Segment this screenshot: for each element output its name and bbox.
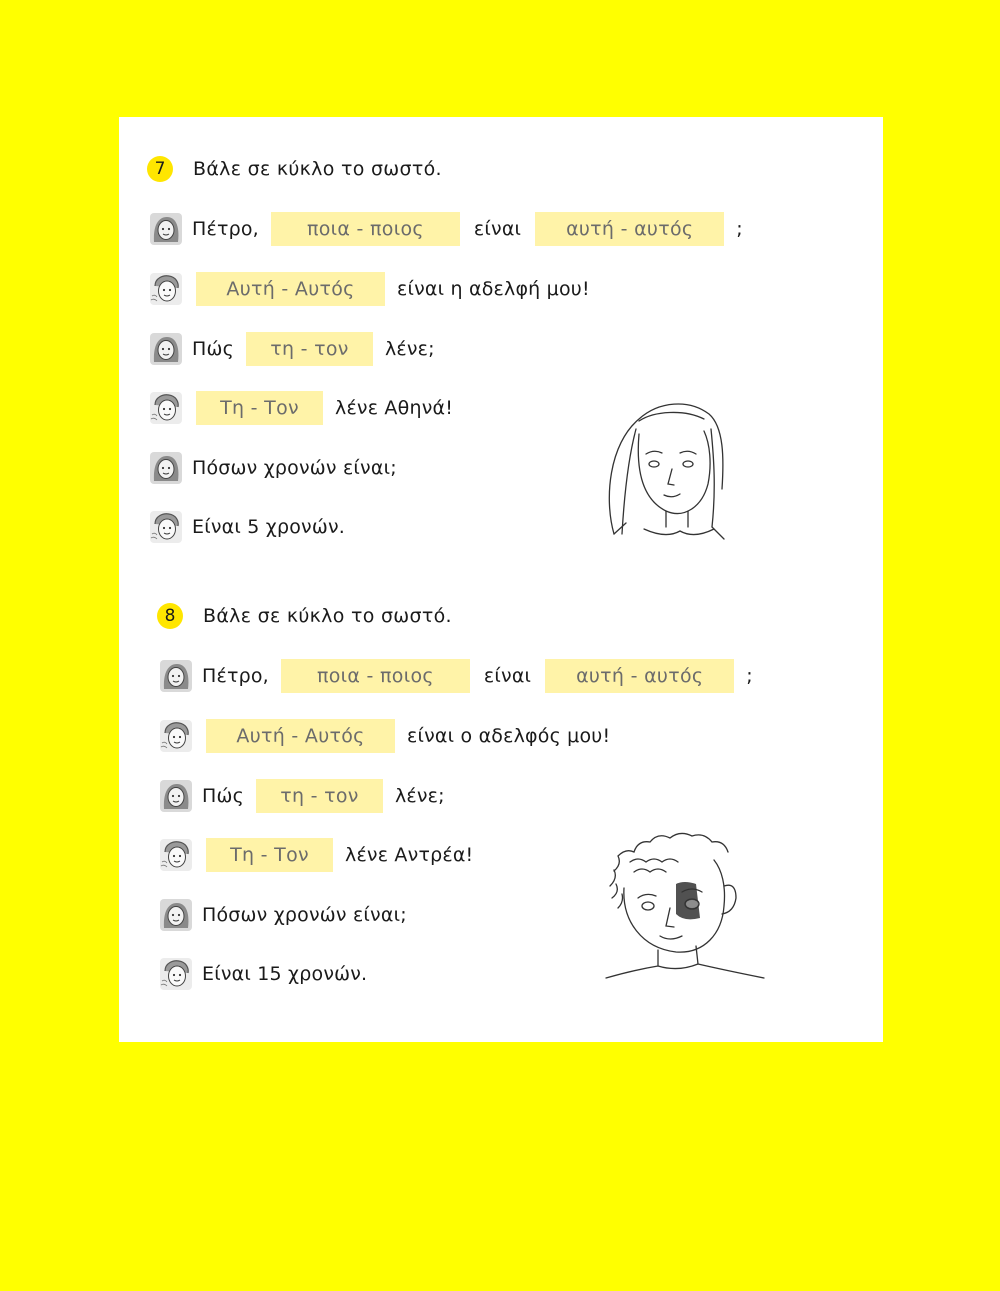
speaker-b-face-icon xyxy=(149,391,183,425)
speaker-b-face-icon xyxy=(149,510,183,544)
dialogue-line-3 xyxy=(159,778,445,814)
speaker-a-face-icon xyxy=(159,659,193,693)
line-text: Πόσων χρονών είναι; xyxy=(202,904,407,926)
line-text: Είναι 5 χρονών. xyxy=(192,516,346,538)
choice-αυτή-αυτός[interactable]: αυτή - αυτός xyxy=(545,659,734,693)
line-text: είναι ο αδελφός μου! xyxy=(407,725,611,747)
speaker-a-face-icon xyxy=(149,212,183,246)
dialogue-line-3 xyxy=(149,331,435,367)
choice-τη-τον[interactable]: τη - τον xyxy=(256,779,383,813)
speaker-b-face-icon xyxy=(149,272,183,306)
line-text: Πέτρο, xyxy=(202,665,269,687)
exercise-header xyxy=(147,155,442,183)
line-text: λένε Αθηνά! xyxy=(335,397,454,419)
exercise-instruction: Βάλε σε κύκλο το σωστό. xyxy=(203,605,452,627)
speaker-b-face-icon xyxy=(159,838,193,872)
choice-Τη-Τον[interactable]: Τη - Τον xyxy=(206,838,333,872)
line-text: Πώς xyxy=(202,785,244,807)
choice-Αυτή-Αυτός[interactable]: Αυτή - Αυτός xyxy=(206,719,395,753)
speaker-a-face-icon xyxy=(149,451,183,485)
dialogue-line-2 xyxy=(159,718,610,754)
choice-Αυτή-Αυτός[interactable]: Αυτή - Αυτός xyxy=(196,272,385,306)
dialogue-line-1 xyxy=(149,211,743,247)
speaker-a-face-icon xyxy=(159,898,193,932)
girl-illustration xyxy=(584,389,764,549)
choice-Τη-Τον[interactable]: Τη - Τον xyxy=(196,391,323,425)
dialogue-line-6 xyxy=(149,509,345,545)
dialogue-line-5 xyxy=(159,897,407,933)
line-text: Πόσων χρονών είναι; xyxy=(192,457,397,479)
choice-ποια-ποιος[interactable]: ποια - ποιος xyxy=(281,659,470,693)
choice-τη-τον[interactable]: τη - τον xyxy=(246,332,373,366)
line-punctuation: ; xyxy=(736,218,743,240)
line-text: λένε Αντρέα! xyxy=(345,844,474,866)
line-text: λένε; xyxy=(394,785,445,807)
line-text: Πώς xyxy=(192,338,234,360)
speaker-b-face-icon xyxy=(159,719,193,753)
dialogue-line-4 xyxy=(149,390,453,426)
line-text: είναι xyxy=(473,218,522,240)
dialogue-line-2 xyxy=(149,271,590,307)
line-text: είναι η αδελφή μου! xyxy=(397,278,590,300)
speaker-a-face-icon xyxy=(159,779,193,813)
choice-αυτή-αυτός[interactable]: αυτή - αυτός xyxy=(535,212,724,246)
line-text: λένε; xyxy=(384,338,435,360)
line-text: είναι xyxy=(483,665,532,687)
speaker-a-face-icon xyxy=(149,332,183,366)
line-punctuation: ; xyxy=(746,665,753,687)
line-text: Πέτρο, xyxy=(192,218,259,240)
exercise-number-badge: 7 xyxy=(147,156,173,182)
dialogue-line-6 xyxy=(159,956,367,992)
choice-ποια-ποιος[interactable]: ποια - ποιος xyxy=(271,212,460,246)
worksheet-page xyxy=(119,117,883,1042)
dialogue-line-5 xyxy=(149,450,397,486)
dialogue-line-4 xyxy=(159,837,473,873)
dialogue-line-1 xyxy=(159,658,753,694)
line-text: Είναι 15 χρονών. xyxy=(202,963,368,985)
boy-illustration xyxy=(604,826,779,986)
speaker-b-face-icon xyxy=(159,957,193,991)
exercise-instruction: Βάλε σε κύκλο το σωστό. xyxy=(193,158,442,180)
exercise-number-badge: 8 xyxy=(157,603,183,629)
exercise-header xyxy=(157,602,452,630)
